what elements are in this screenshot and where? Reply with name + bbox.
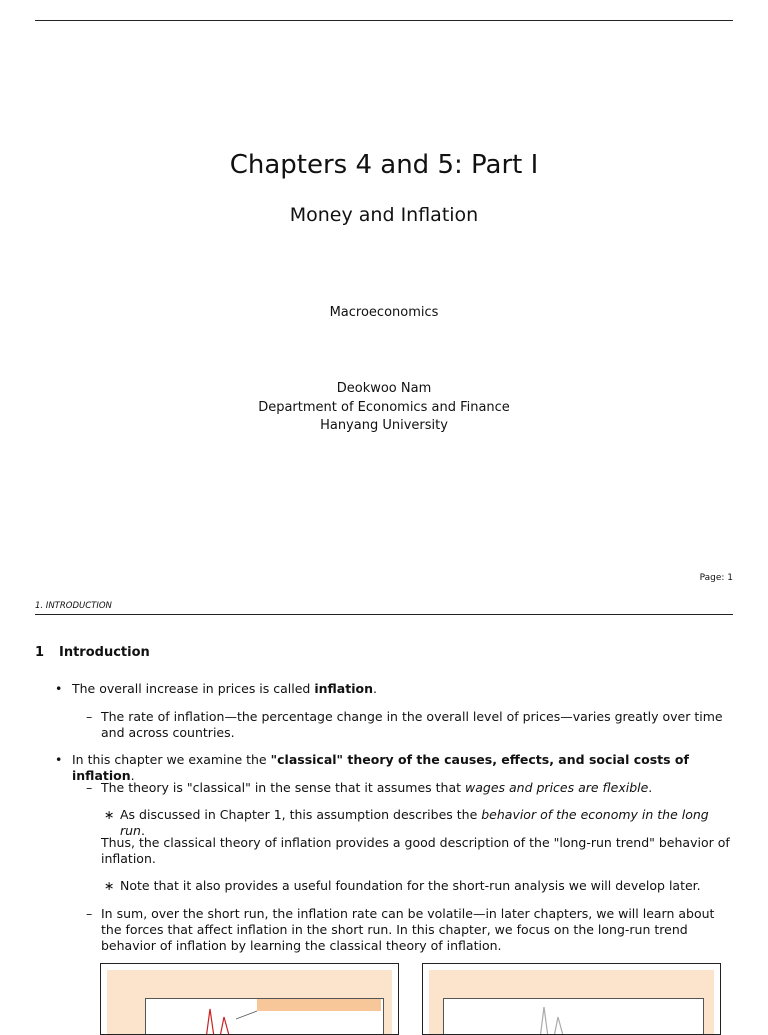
sub-sub-bullet-item: Note that it also provides a useful foundation for the short-run analysis we will develop later.: [120, 878, 701, 893]
top-rule: [35, 20, 733, 21]
figure-right-plot: [443, 998, 704, 1034]
bullet-bold: inflation: [314, 681, 373, 696]
figure-right-chart: [444, 999, 704, 1035]
bullet-text: The overall increase in prices is called: [72, 681, 315, 696]
paragraph: Thus, the classical theory of inflation provides a good description of the "long-run trend" behavior of inflation.: [101, 835, 730, 866]
figure-left-legend-box: [257, 999, 381, 1011]
figure-right-series-line: [540, 1007, 564, 1035]
sub-sub-bullet-italic: behavior of the economy in the long run: [120, 807, 709, 838]
bullet-text: In this chapter we examine the: [72, 752, 271, 767]
sub-bullet-item: The rate of inflation—the percentage change in the overall level of prices—varies greatly over time and across countries.: [101, 709, 723, 740]
dash-marker: –: [86, 906, 93, 921]
section-heading: [35, 645, 150, 660]
author-block: [0, 380, 768, 436]
bullet-text-end: .: [372, 681, 377, 696]
section-number: 1: [35, 645, 45, 660]
header-rule: [35, 614, 733, 615]
author-department: Department of Economics and Finance: [258, 399, 510, 415]
figure-right-frame: [429, 970, 714, 1034]
bullet-text-end: .: [130, 768, 135, 783]
author-university: Hanyang University: [320, 418, 448, 433]
figure-left-pointer: [236, 1011, 257, 1019]
bullet-marker: •: [55, 681, 63, 696]
figure-left-frame: [107, 970, 392, 1034]
document-title: Chapters 4 and 5: Part I: [229, 150, 539, 180]
sub-bullet-item: In sum, over the short run, the inflation rate can be volatile—in later chapters, we will learn about the forces that affect inflation in the short run. In this chapter, we focus on the long-run trend behavior of inflation by learning the classical theory of inflation.: [101, 906, 715, 953]
sub-bullet-italic: wages and prices are flexible: [465, 780, 649, 795]
sub-sub-bullet-text-end: .: [140, 823, 145, 838]
figure-left-plot: [145, 998, 384, 1034]
section-title: Introduction: [59, 645, 150, 660]
sub-sub-bullet-text: As discussed in Chapter 1, this assumption describes the: [120, 807, 482, 822]
author-name: Deokwoo Nam: [336, 381, 432, 396]
dash-marker: –: [86, 780, 93, 795]
figure-left-series-line: [206, 1009, 230, 1035]
document-subtitle: Money and Inflation: [289, 204, 479, 226]
sub-bullet-item: [101, 780, 733, 796]
running-header: 1. INTRODUCTION: [35, 601, 112, 611]
figure-left: [100, 963, 399, 1035]
bullet-marker: •: [55, 752, 63, 767]
course-name: Macroeconomics: [329, 305, 439, 320]
star-marker: ∗: [104, 807, 115, 822]
bullet-bold: "classical" theory of the causes, effects, and social costs of inflation: [72, 752, 689, 783]
sub-bullet-text: The theory is "classical" in the sense that it assumes that: [101, 780, 466, 795]
bullet-item: [72, 681, 733, 697]
star-marker: ∗: [104, 878, 115, 893]
figure-right: [422, 963, 721, 1035]
page-number: Page: 1: [699, 573, 733, 583]
dash-marker: –: [86, 709, 93, 724]
sub-bullet-text-end: .: [648, 780, 653, 795]
figure-left-chart: [146, 999, 386, 1035]
